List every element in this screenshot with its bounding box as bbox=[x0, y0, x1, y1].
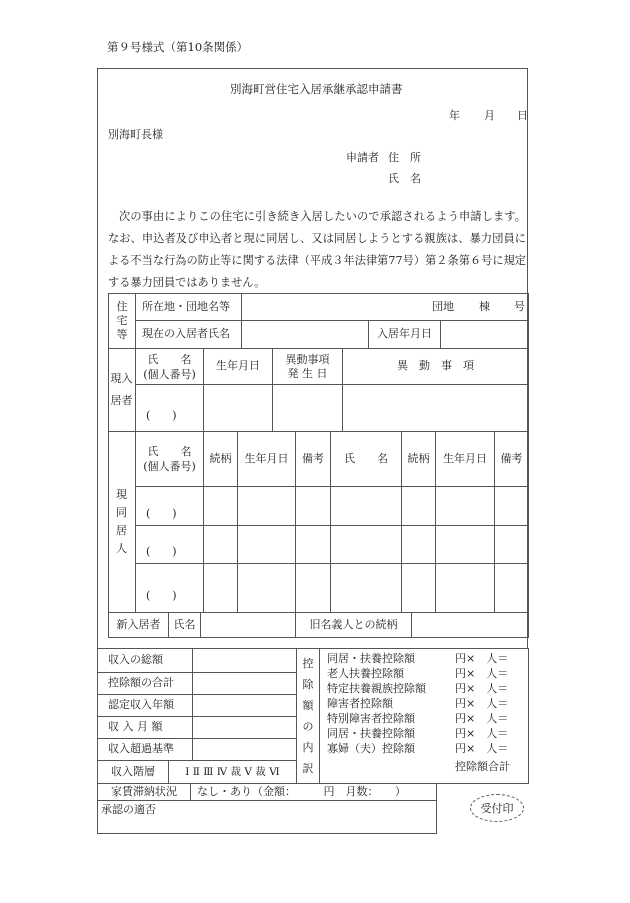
certified-income-label: 認定収入年額 bbox=[108, 698, 174, 712]
rent-arrears-label: 家賃滞納状況 bbox=[111, 784, 177, 798]
document-title: 別海町営住宅入居承継承認申請書 bbox=[230, 82, 403, 96]
deduction-item: 寡婦（夫）控除額 bbox=[327, 742, 415, 755]
applicant-label: 申請者 bbox=[346, 151, 379, 164]
deduction-sum-field[interactable] bbox=[193, 673, 296, 694]
change-date-header: 異動事項 発 生 日 bbox=[285, 352, 330, 380]
deduction-total-label: 控除額合計 bbox=[455, 760, 510, 773]
approval-label: 承認の適否 bbox=[101, 803, 156, 816]
go-label: 号 bbox=[514, 300, 525, 313]
former-holder-relation-label: 旧名義人との続柄 bbox=[309, 617, 398, 631]
reception-stamp-label: 受付印 bbox=[480, 802, 514, 815]
location-label: 所在地・団地名等 bbox=[142, 299, 230, 313]
location-field[interactable] bbox=[242, 294, 528, 320]
move-in-date-field[interactable] bbox=[441, 321, 528, 348]
cohabitant-id-paren-2: ( ) bbox=[146, 545, 177, 558]
deduction-breakdown-label: 控 除 額 の 内 訳 bbox=[302, 657, 314, 775]
cohabitant-name-header-2: 氏 名 bbox=[344, 451, 388, 465]
cohabitant-section-label: 現 同 居 人 bbox=[116, 488, 127, 555]
relation-header-2: 続柄 bbox=[407, 451, 430, 465]
deduction-unit[interactable]: 円× 人＝ bbox=[455, 652, 509, 665]
income-excess-label: 収入超過基準 bbox=[108, 742, 174, 756]
applicant-address-label: 住 所 bbox=[388, 151, 421, 164]
new-resident-name-field[interactable] bbox=[201, 613, 295, 637]
birth-header-1: 生年月日 bbox=[244, 451, 289, 465]
deduction-unit[interactable]: 円× 人＝ bbox=[455, 697, 509, 710]
change-items-header: 異 動 事 項 bbox=[397, 359, 474, 373]
deduction-unit[interactable]: 円× 人＝ bbox=[455, 667, 509, 680]
birth-header-2: 生年月日 bbox=[443, 451, 487, 465]
date-year: 年 bbox=[449, 109, 460, 122]
deduction-item: 障害者控除額 bbox=[327, 697, 393, 710]
current-name-field[interactable] bbox=[136, 385, 203, 431]
cohabitant-row-3[interactable] bbox=[136, 564, 203, 612]
applicant-name-label: 氏 名 bbox=[388, 172, 421, 185]
change-items-field[interactable] bbox=[343, 385, 528, 431]
cohabitant-name-header: 氏 名 (個人番号) bbox=[143, 445, 196, 473]
remarks-header-2: 備考 bbox=[500, 451, 523, 465]
deduction-unit[interactable]: 円× 人＝ bbox=[455, 727, 509, 740]
deduction-sum-label: 控除額の合計 bbox=[108, 676, 174, 690]
cohabitant-id-paren-3: ( ) bbox=[146, 589, 177, 602]
current-birth-field[interactable] bbox=[204, 385, 272, 431]
current-resident-section-label: 現入 居者 bbox=[110, 372, 133, 407]
change-date-field[interactable] bbox=[273, 385, 342, 431]
income-total-field[interactable] bbox=[193, 649, 296, 672]
cohabitant-row-1[interactable] bbox=[136, 487, 203, 525]
date-month: 月 bbox=[484, 109, 495, 122]
new-resident-name-label: 氏名 bbox=[173, 617, 196, 631]
cohabitant-row-2[interactable] bbox=[136, 526, 203, 563]
rent-arrears-field[interactable]: なし・あり（金額： 円 月数： ） bbox=[197, 784, 406, 798]
danchi-label: 団地 bbox=[432, 300, 454, 313]
income-tier-label: 収入階層 bbox=[111, 764, 155, 778]
income-total-label: 収入の総額 bbox=[108, 653, 163, 667]
deduction-unit[interactable]: 円× 人＝ bbox=[455, 712, 509, 725]
mune-label: 棟 bbox=[479, 300, 490, 313]
deduction-item: 特別障害者控除額 bbox=[327, 712, 415, 725]
deduction-item: 同居・扶養控除額 bbox=[327, 727, 415, 740]
remarks-header-1: 備考 bbox=[302, 451, 324, 465]
move-in-date-label: 入居年月日 bbox=[377, 327, 432, 341]
cohabitant-id-paren-1: ( ) bbox=[146, 507, 177, 520]
declaration-text: 次の事由によりこの住宅に引き続き入居したいので承認されるよう申請します。なお、申込者及び申込者と現に同居し、又は同居しようとする親族は、暴力団員による不当な行為の防止等に関する法律（平成３年法律第77号）第２条第６号に規定する暴力団員ではありません。 bbox=[108, 210, 526, 289]
deduction-item: 特定扶養親族控除額 bbox=[327, 682, 426, 695]
current-name-header: 氏 名 (個人番号) bbox=[143, 352, 196, 381]
certified-income-field[interactable] bbox=[193, 695, 296, 716]
reception-stamp bbox=[470, 794, 524, 822]
addressee: 別海町長様 bbox=[108, 128, 163, 141]
new-resident-label: 新入居者 bbox=[116, 617, 161, 631]
deduction-item: 老人扶養控除額 bbox=[327, 667, 404, 680]
resident-name-field[interactable] bbox=[242, 321, 368, 348]
deduction-unit[interactable]: 円× 人＝ bbox=[455, 682, 509, 695]
former-holder-relation-field[interactable] bbox=[412, 613, 528, 637]
deduction-unit[interactable]: 円× 人＝ bbox=[455, 742, 509, 755]
current-birth-header: 生年月日 bbox=[216, 359, 260, 373]
housing-section-label: 住 宅 等 bbox=[116, 300, 128, 341]
income-excess-field[interactable] bbox=[193, 739, 296, 760]
current-id-paren: ( ) bbox=[146, 409, 177, 422]
approval-field[interactable] bbox=[98, 818, 436, 833]
income-tier-options[interactable]: Ⅰ Ⅱ Ⅲ Ⅳ 裁 Ⅴ 裁 Ⅵ bbox=[185, 765, 280, 778]
date-day: 日 bbox=[517, 109, 528, 122]
relation-header-1: 続柄 bbox=[209, 451, 232, 465]
deduction-item: 同居・扶養控除額 bbox=[327, 652, 415, 665]
form-number: 第９号様式（第10条関係） bbox=[107, 40, 249, 54]
monthly-income-field[interactable] bbox=[193, 717, 296, 738]
monthly-income-label: 収 入 月 額 bbox=[108, 720, 163, 734]
resident-name-label: 現在の入居者氏名 bbox=[142, 327, 230, 341]
